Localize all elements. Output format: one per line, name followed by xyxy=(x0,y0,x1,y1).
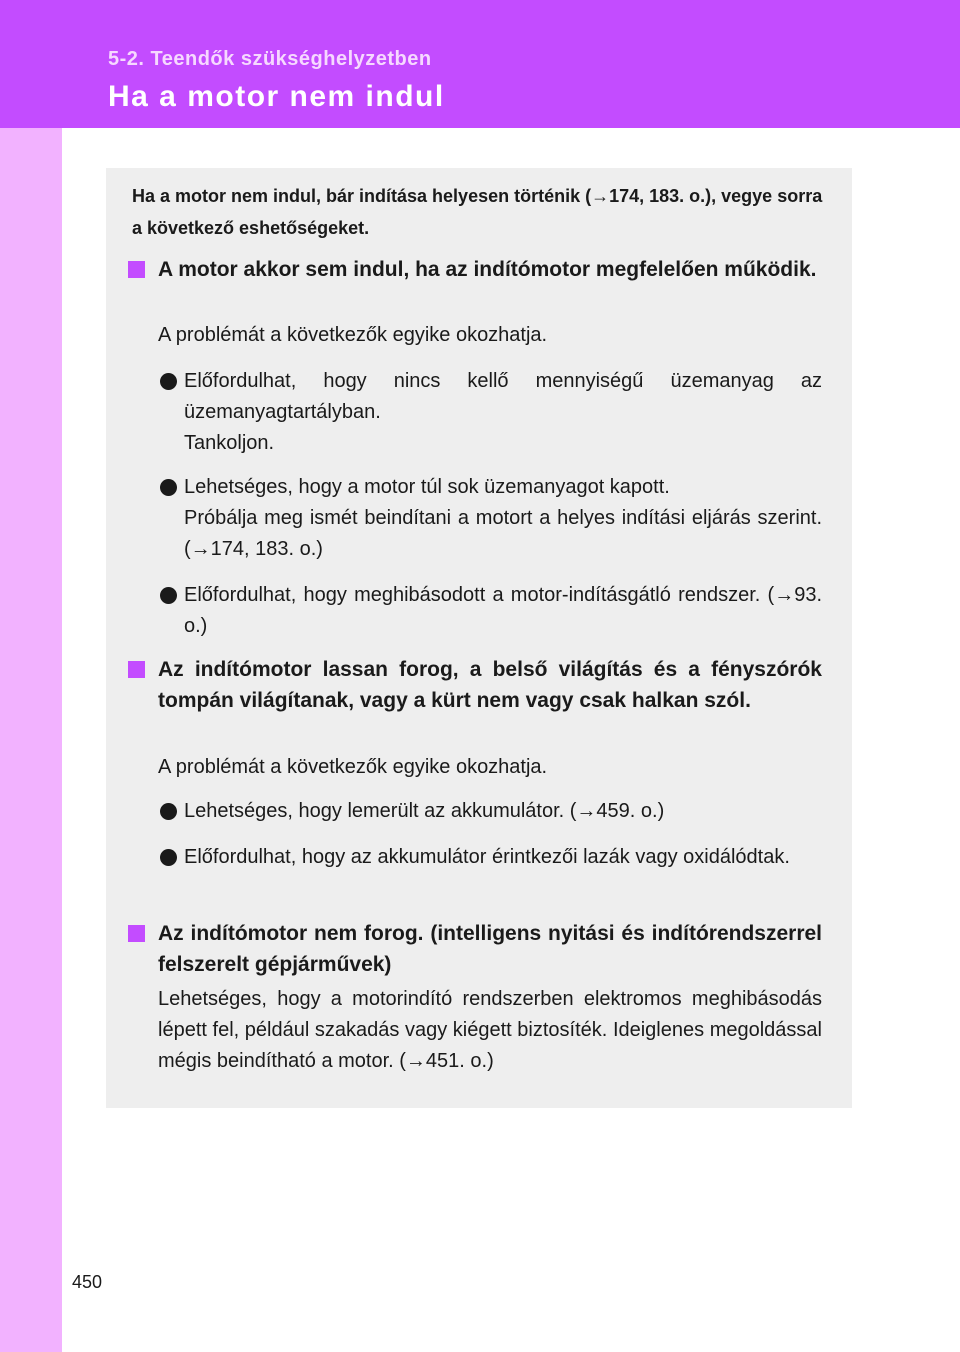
bullet-dot-icon xyxy=(160,373,177,390)
list-item: Előfordulhat, hogy nincs kellő mennyiségű üzemanyag az üzemanyagtartályban. Tankoljon. xyxy=(158,366,822,459)
section-text: A problémát a következők egyike okozhatja. xyxy=(158,324,548,346)
bullet-dot-icon xyxy=(160,849,177,866)
bullet-dot-icon xyxy=(160,479,177,496)
bullet-dot-icon xyxy=(160,587,177,604)
section-label: 5-2. Teendők szükséghelyzetben xyxy=(108,48,432,70)
section-heading: Az indítómotor lassan forog, a belső világítás és a fényszórók tompán világítanak, vagy a kürt nem vagy csak halkan szól. xyxy=(128,654,822,716)
intro-text: Ha a motor nem indul, bár indítása helyesen történik (→174, 183. o.), vegye sorra a következő eshetőségeket. xyxy=(132,186,823,238)
section-text: Lehetséges, hogy a motorindító rendszerben elektromos meghibásodás lépett fel, például szakadás vagy kiégett biztosíték. Ideiglenes megoldással mégis beindítható a motor. (→451. o.) xyxy=(158,988,822,1072)
page-number: 450 xyxy=(72,1272,103,1292)
page-title: Ha a motor nem indul xyxy=(108,80,445,113)
square-bullet-icon xyxy=(128,261,145,278)
square-bullet-icon xyxy=(128,925,145,942)
square-bullet-icon xyxy=(128,661,145,678)
section-text: A problémát a következők egyike okozhatja. xyxy=(158,756,548,778)
side-strip xyxy=(0,0,62,1352)
section-heading: A motor akkor sem indul, ha az indítómotor megfelelően működik. xyxy=(128,254,822,285)
section-heading: Az indítómotor nem forog. (intelligens nyitási és indítórendszerrel felszerelt gépjárművek) xyxy=(128,918,822,980)
list-item: Előfordulhat, hogy meghibásodott a motor-indításgátló rendszer. (→93. o.) xyxy=(158,580,822,642)
page-header xyxy=(0,0,960,128)
list-item: Lehetséges, hogy lemerült az akkumulátor. (→459. o.) xyxy=(158,796,822,827)
list-item: Előfordulhat, hogy az akkumulátor érintkezői lazák vagy oxidálódtak. xyxy=(158,842,822,873)
list-item: Lehetséges, hogy a motor túl sok üzemanyagot kapott. Próbálja meg ismét beindítani a motort a helyes indítási eljárás szerint. (→174, 183. o.) xyxy=(158,472,822,565)
bullet-dot-icon xyxy=(160,803,177,820)
